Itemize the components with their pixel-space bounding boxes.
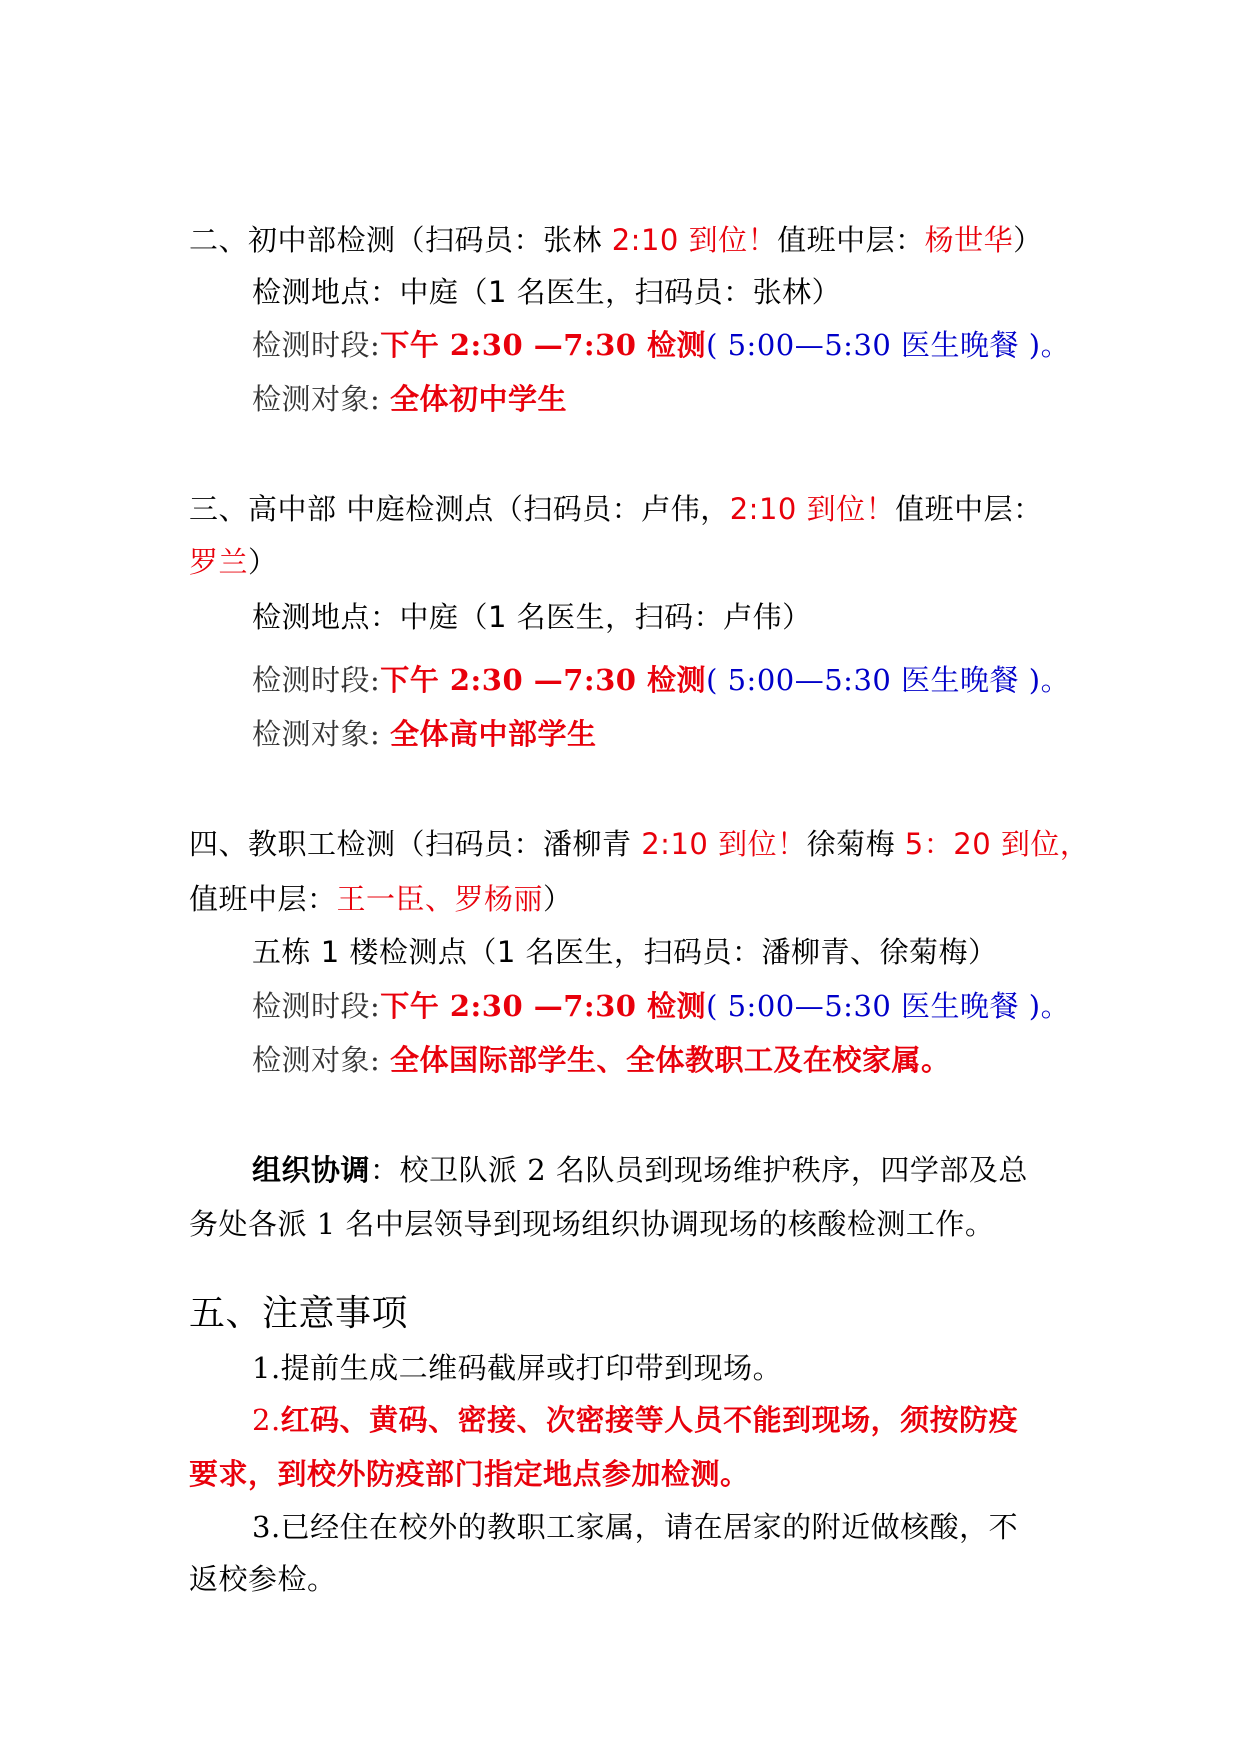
section4-heading-text: 四、教职工检测（扫码员：潘柳青 xyxy=(189,827,642,861)
section3-location: 检测地点：中庭（1 名医生，扫码：卢伟） xyxy=(252,600,812,634)
notes-item-2-cont: 要求，到校外防疫部门指定地点参加检测。 xyxy=(189,1457,750,1491)
section2-target-value: 全体初中学生 xyxy=(390,382,568,416)
notes-item-2-text: 红码、黄码、密接、次密接等人员不能到现场，须按防疫 xyxy=(280,1403,1019,1437)
section2-arrival-time: 2:10 到位！ xyxy=(611,223,778,257)
section2-target-label: 检测对象: xyxy=(252,382,390,416)
section4-arrival-time-2: 5：20 到位， xyxy=(904,827,1090,861)
coordination-line2: 务处各派 1 名中层领导到现场组织协调现场的核酸检测工作。 xyxy=(189,1207,995,1241)
section3-heading-cont: 罗兰） xyxy=(189,545,278,579)
section4-scanner-2: 徐菊梅 xyxy=(806,827,905,861)
section4-time-label: 检测时段: xyxy=(252,989,381,1023)
section4-location: 五栋 1 楼检测点（1 名医生，扫码员：潘柳青、徐菊梅） xyxy=(252,935,998,969)
section4-heading-cont: 值班中层：王一臣、罗杨丽） xyxy=(189,882,573,916)
section2-time-label: 检测时段: xyxy=(252,328,381,362)
section4-time: 检测时段:下午 2:30 —7:30 检测( 5:00—5:30 医生晚餐 )。 xyxy=(252,989,1071,1023)
section3-time: 检测时段:下午 2:30 —7:30 检测( 5:00—5:30 医生晚餐 )。 xyxy=(252,663,1071,697)
section3-target xyxy=(252,712,597,756)
section3-duty-label: 值班中层： xyxy=(895,492,1043,526)
section4-heading xyxy=(189,822,1089,866)
section3-time-range: 下午 2:30 —7:30 检测 xyxy=(380,663,707,697)
notes-item-1: 1.提前生成二维码截屏或打印带到现场。 xyxy=(252,1351,783,1385)
notes-item-2: 2.红码、黄码、密接、次密接等人员不能到现场，须按防疫 xyxy=(252,1403,1019,1437)
section4-dinner-break: ( 5:00—5:30 医生晚餐 ) xyxy=(706,989,1041,1023)
section2-location: 检测地点：中庭（1 名医生，扫码员：张林） xyxy=(252,275,842,309)
section4-duty-label: 值班中层： xyxy=(189,882,337,916)
section2-time-range: 下午 2:30 —7:30 检测 xyxy=(380,328,707,362)
section2-time: 检测时段:下午 2:30 —7:30 检测( 5:00—5:30 医生晚餐 )。 xyxy=(252,328,1071,362)
section2-dinner-break: ( 5:00—5:30 医生晚餐 ) xyxy=(706,328,1041,362)
section3-time-label: 检测时段: xyxy=(252,663,381,697)
section3-heading xyxy=(189,487,1043,531)
section3-arrival-time: 2:10 到位！ xyxy=(729,492,896,526)
section4-duty-people: 王一臣、罗杨丽 xyxy=(336,882,544,916)
coordination-line1 xyxy=(252,1148,1028,1192)
section3-heading-text: 三、高中部 中庭检测点（扫码员：卢伟， xyxy=(189,492,730,526)
coordination-text: ：校卫队派 2 名队员到现场维护秩序，四学部及总 xyxy=(370,1153,1028,1187)
section2-target xyxy=(252,377,567,421)
section4-arrival-time-1: 2:10 到位！ xyxy=(641,827,807,861)
section4-time-range: 下午 2:30 —7:30 检测 xyxy=(380,989,707,1023)
section2-duty-person: 杨世华 xyxy=(924,223,1014,257)
section3-dinner-break: ( 5:00—5:30 医生晚餐 ) xyxy=(706,663,1041,697)
section2-heading-text: 二、初中部检测（扫码员：张林 xyxy=(189,223,612,257)
section2-heading: 二、初中部检测（扫码员：张林 2:10 到位！值班中层：杨世华） xyxy=(189,223,1043,257)
section3-target-value: 全体高中部学生 xyxy=(390,717,597,751)
section4-target-value: 全体国际部学生、全体教职工及在校家属。 xyxy=(390,1043,951,1077)
notes-heading: 五、注意事项 xyxy=(189,1293,409,1334)
section2-duty-label: 值班中层： xyxy=(777,223,925,257)
section4-target-label: 检测对象: xyxy=(252,1043,390,1077)
notes-item-3: 3.已经住在校外的教职工家属，请在居家的附近做核酸，不 xyxy=(252,1510,1019,1544)
section3-duty-person: 罗兰 xyxy=(189,545,249,579)
section4-target xyxy=(252,1038,951,1082)
coordination-label: 组织协调 xyxy=(252,1153,371,1187)
notes-item-3-cont: 返校参检。 xyxy=(189,1562,337,1596)
section3-target-label: 检测对象: xyxy=(252,717,390,751)
